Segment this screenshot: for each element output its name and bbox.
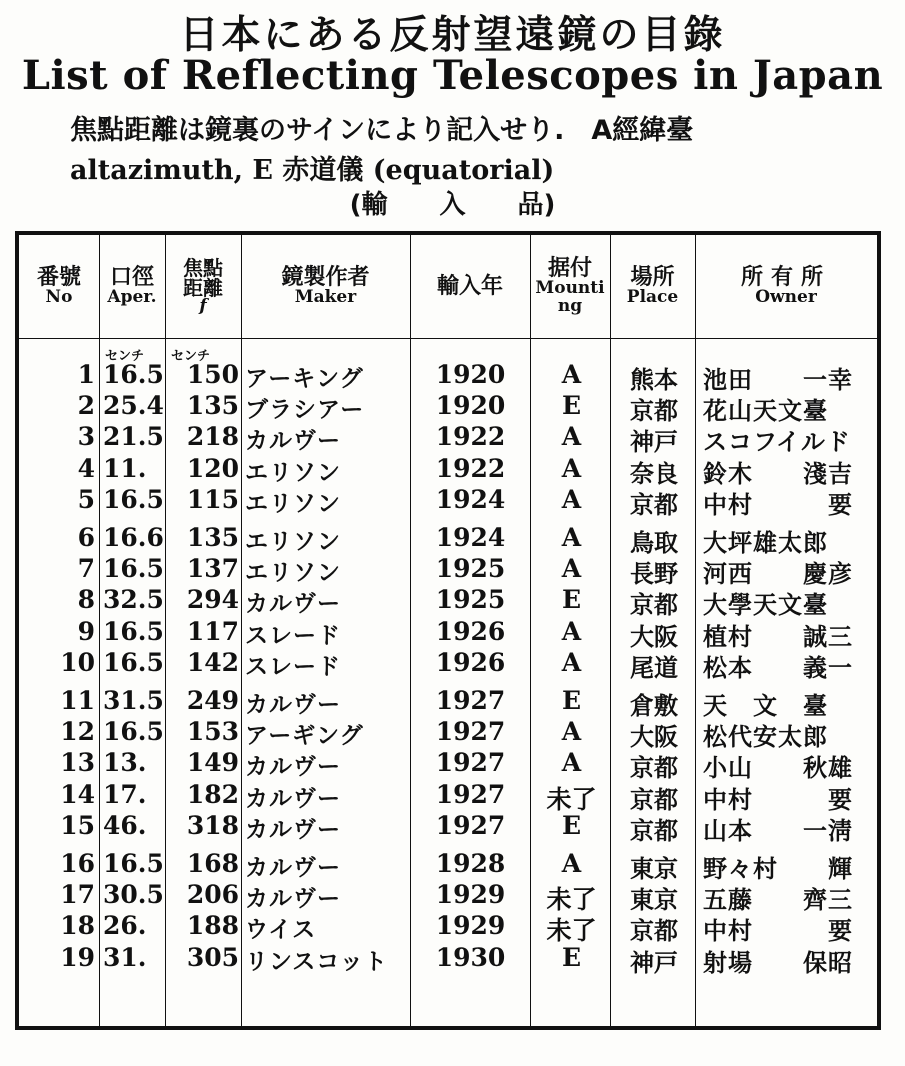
cell-no: 1 bbox=[77, 360, 95, 389]
cell-owner: 中村 要 bbox=[703, 490, 853, 519]
cell-aperture: 31.5 bbox=[103, 686, 164, 715]
cell-owner: スコフイルド bbox=[703, 428, 851, 457]
cell-year: 1929 bbox=[435, 911, 506, 941]
cell-owner: 天 文 臺 bbox=[703, 692, 828, 720]
cell-maker: ウイス bbox=[245, 917, 317, 944]
cell-maker: エリソン bbox=[245, 529, 341, 555]
cell-maker: エリソン bbox=[245, 459, 341, 486]
table-row bbox=[19, 360, 877, 394]
cell-focal-length: 294 bbox=[186, 585, 239, 615]
cell-place: 尾道 bbox=[630, 653, 678, 682]
cell-focal-length: 135 bbox=[186, 391, 239, 421]
cell-focal-length: 149 bbox=[186, 748, 239, 778]
cell-aperture: 26. bbox=[103, 911, 147, 941]
cell-owner: 射場 保昭 bbox=[703, 948, 853, 977]
cell-mounting: A bbox=[561, 453, 582, 483]
cell-maker: カルヴー bbox=[245, 591, 341, 618]
cell-place: 東京 bbox=[630, 886, 678, 915]
cell-place: 京都 bbox=[630, 917, 678, 946]
cell-place: 奈良 bbox=[630, 459, 678, 488]
cell-mounting: A bbox=[561, 849, 582, 878]
cell-owner: 小山 秋雄 bbox=[703, 754, 853, 783]
table-row bbox=[19, 686, 877, 720]
cell-maker: アーギング bbox=[245, 723, 364, 750]
table-row bbox=[19, 391, 877, 426]
cell-aperture: 17. bbox=[103, 779, 147, 809]
cell-place: 大阪 bbox=[630, 723, 678, 752]
header-no-en: No bbox=[45, 287, 73, 308]
cell-maker: カルヴー bbox=[245, 785, 341, 812]
cell-place: 長野 bbox=[630, 560, 678, 589]
cell-no: 6 bbox=[77, 523, 95, 552]
cell-maker: エリソン bbox=[245, 560, 341, 587]
cell-owner: 池田 一幸 bbox=[703, 366, 853, 394]
cell-owner: 中村 要 bbox=[703, 785, 853, 814]
cell-focal-length: 249 bbox=[186, 686, 239, 715]
cell-place: 京都 bbox=[630, 397, 678, 426]
cell-year: 1920 bbox=[435, 391, 506, 421]
cell-owner: 松本 義一 bbox=[703, 653, 853, 682]
cell-place: 神戸 bbox=[630, 428, 678, 457]
cell-aperture: 30.5 bbox=[103, 880, 164, 910]
cell-year: 1924 bbox=[435, 484, 506, 514]
cell-year: 1928 bbox=[435, 849, 506, 878]
cell-year: 1925 bbox=[435, 585, 506, 615]
cell-maker: ブラシアー bbox=[245, 397, 365, 424]
cell-year: 1927 bbox=[435, 748, 506, 778]
cell-no: 5 bbox=[77, 484, 95, 514]
cell-no: 3 bbox=[77, 422, 95, 452]
cell-focal-length: 168 bbox=[186, 849, 239, 878]
cell-aperture: 32.5 bbox=[103, 585, 164, 615]
table-row bbox=[19, 810, 877, 845]
cell-place: 東京 bbox=[630, 855, 678, 883]
table-row bbox=[19, 585, 877, 620]
cell-aperture: 16.6 bbox=[103, 523, 164, 552]
cell-year: 1922 bbox=[435, 453, 506, 483]
table-row bbox=[19, 616, 877, 651]
header-maker-en: Maker bbox=[294, 287, 357, 308]
header-maker-jp: 鏡製作者 bbox=[281, 265, 370, 291]
cell-year: 1926 bbox=[435, 647, 506, 677]
header-mounting-en: Mounting bbox=[535, 278, 605, 317]
table-row bbox=[19, 942, 877, 977]
cell-focal-length: 305 bbox=[186, 942, 239, 972]
cell-mounting: A bbox=[561, 616, 582, 646]
cell-mounting: A bbox=[561, 717, 582, 747]
cell-maker: カルヴー bbox=[245, 754, 341, 781]
cell-no: 13 bbox=[60, 748, 95, 778]
subtitle-imported: (輸 入 品) bbox=[349, 190, 556, 220]
cell-maker: エリソン bbox=[245, 490, 341, 517]
cell-focal-length: 117 bbox=[186, 616, 239, 646]
cell-aperture: 16.5 bbox=[103, 849, 164, 878]
cell-aperture: 16.5 bbox=[103, 484, 164, 514]
cell-place: 京都 bbox=[630, 754, 678, 783]
cell-focal-length: 206 bbox=[186, 880, 239, 910]
cell-year: 1927 bbox=[435, 779, 506, 809]
cell-place: 鳥取 bbox=[630, 529, 678, 557]
cell-place: 京都 bbox=[630, 785, 678, 814]
header-place bbox=[610, 235, 695, 338]
header-focal-jp: 焦點距離 bbox=[183, 255, 223, 300]
header-focal-en: f bbox=[199, 295, 207, 316]
cell-owner: 植村 誠三 bbox=[703, 622, 853, 651]
cell-aperture: 16.5 bbox=[103, 360, 164, 389]
cell-no: 10 bbox=[60, 647, 95, 677]
cell-no: 18 bbox=[60, 911, 95, 941]
cell-focal-length: 120 bbox=[186, 453, 239, 483]
table-row bbox=[19, 779, 877, 814]
cell-place: 京都 bbox=[630, 816, 678, 845]
cell-focal-length: 318 bbox=[186, 810, 239, 840]
cell-owner: 河西 慶彦 bbox=[703, 560, 853, 589]
header-aperture-en: Aper. bbox=[107, 287, 157, 308]
cell-maker: カルヴー bbox=[245, 886, 341, 913]
table-row bbox=[19, 647, 877, 682]
cell-maker: カルヴー bbox=[245, 428, 341, 455]
cell-no: 7 bbox=[77, 554, 95, 584]
cell-mounting: A bbox=[561, 554, 582, 584]
unit-aperture: センチ bbox=[105, 349, 145, 364]
cell-focal-length: 150 bbox=[186, 360, 239, 389]
header-place-jp: 場所 bbox=[630, 265, 675, 291]
cell-aperture: 11. bbox=[103, 453, 147, 483]
cell-aperture: 16.5 bbox=[103, 647, 164, 677]
cell-aperture: 13. bbox=[103, 748, 147, 778]
cell-mounting: 未了 bbox=[546, 784, 597, 814]
cell-mounting: A bbox=[561, 422, 582, 452]
cell-owner: 五藤 齊三 bbox=[703, 886, 853, 915]
title-english: List of Reflecting Telescopes in Japan bbox=[21, 52, 884, 99]
cell-focal-length: 137 bbox=[186, 554, 239, 584]
cell-place: 熊本 bbox=[630, 366, 678, 394]
cell-no: 11 bbox=[60, 686, 95, 715]
cell-no: 9 bbox=[77, 616, 95, 646]
cell-mounting: A bbox=[561, 360, 582, 389]
title-japanese: 日本にある反射望遠鏡の目錄 bbox=[179, 13, 726, 58]
cell-maker: リンスコット bbox=[245, 948, 388, 975]
table-row bbox=[19, 911, 877, 946]
cell-aperture: 16.5 bbox=[103, 616, 164, 646]
cell-year: 1927 bbox=[435, 717, 506, 747]
header-owner bbox=[695, 235, 877, 338]
cell-place: 神戸 bbox=[630, 948, 678, 977]
cell-focal-length: 115 bbox=[186, 484, 239, 514]
cell-maker: カルヴー bbox=[245, 855, 341, 881]
table-row bbox=[19, 849, 877, 883]
cell-mounting: A bbox=[561, 647, 582, 677]
cell-mounting: E bbox=[561, 686, 582, 715]
header-maker bbox=[241, 235, 410, 338]
cell-mounting: E bbox=[561, 942, 582, 972]
header-aperture-jp: 口徑 bbox=[109, 265, 154, 291]
note-line-1: 焦點距離は鏡裏のサインにより記入せり. A經緯臺 bbox=[70, 115, 694, 146]
cell-no: 17 bbox=[60, 880, 95, 910]
cell-maker: カルヴー bbox=[245, 816, 341, 843]
cell-no: 8 bbox=[77, 585, 95, 615]
cell-mounting: 未了 bbox=[546, 885, 597, 915]
header-focal bbox=[165, 235, 241, 338]
cell-aperture: 16.5 bbox=[103, 554, 164, 584]
table-row bbox=[19, 422, 877, 457]
cell-mounting: E bbox=[561, 391, 582, 421]
table-row bbox=[19, 484, 877, 519]
cell-no: 15 bbox=[60, 810, 95, 840]
cell-year: 1922 bbox=[435, 422, 506, 452]
cell-maker: アーキング bbox=[245, 366, 364, 392]
cell-no: 19 bbox=[60, 942, 95, 972]
cell-owner: 中村 要 bbox=[703, 917, 853, 946]
cell-place: 倉敷 bbox=[630, 692, 678, 720]
table-row bbox=[19, 554, 877, 589]
table-row bbox=[19, 880, 877, 915]
header-owner-en: Owner bbox=[755, 287, 817, 308]
cell-focal-length: 135 bbox=[186, 523, 239, 552]
cell-place: 京都 bbox=[630, 490, 678, 519]
cell-no: 2 bbox=[77, 391, 95, 421]
header-aperture bbox=[99, 235, 165, 338]
cell-owner: 大學天文臺 bbox=[703, 591, 828, 620]
cell-maker: スレード bbox=[245, 653, 341, 680]
table-row bbox=[19, 717, 877, 752]
cell-mounting: A bbox=[561, 748, 582, 778]
cell-mounting: A bbox=[561, 484, 582, 514]
cell-aperture: 46. bbox=[103, 810, 147, 840]
header-mounting-jp: 据付 bbox=[547, 256, 592, 282]
cell-no: 14 bbox=[60, 779, 95, 809]
cell-owner: 大坪雄太郎 bbox=[703, 529, 828, 557]
cell-mounting: E bbox=[561, 585, 582, 615]
cell-maker: スレード bbox=[245, 622, 341, 649]
cell-owner: 松代安太郎 bbox=[703, 723, 828, 752]
header-mounting bbox=[530, 235, 610, 338]
cell-year: 1929 bbox=[435, 880, 506, 910]
cell-mounting: 未了 bbox=[546, 916, 597, 946]
header-no bbox=[19, 235, 99, 338]
cell-owner: 野々村 輝 bbox=[703, 855, 853, 883]
cell-aperture: 16.5 bbox=[103, 717, 164, 747]
cell-maker: カルヴー bbox=[245, 692, 341, 718]
cell-mounting: A bbox=[561, 523, 582, 552]
header-no-jp: 番號 bbox=[36, 265, 81, 291]
header-divider bbox=[19, 338, 877, 339]
table-row bbox=[19, 453, 877, 488]
cell-mounting: E bbox=[561, 810, 582, 840]
cell-focal-length: 153 bbox=[186, 717, 239, 747]
header-year-jp: 輸入年 bbox=[436, 273, 503, 299]
cell-owner: 鈴木 淺吉 bbox=[703, 459, 853, 488]
cell-year: 1924 bbox=[435, 523, 506, 552]
cell-place: 大阪 bbox=[630, 622, 678, 651]
telescope-table bbox=[15, 231, 881, 1030]
cell-focal-length: 218 bbox=[186, 422, 239, 452]
note-line-2: altazimuth, E 赤道儀 (equatorial) bbox=[70, 155, 555, 186]
cell-year: 1925 bbox=[435, 554, 506, 584]
cell-no: 4 bbox=[77, 453, 95, 483]
cell-aperture: 25.4 bbox=[103, 391, 164, 421]
cell-no: 12 bbox=[60, 717, 95, 747]
header-owner-jp: 所有所 bbox=[740, 265, 831, 291]
cell-aperture: 31. bbox=[103, 942, 147, 972]
cell-aperture: 21.5 bbox=[103, 422, 164, 452]
table-row bbox=[19, 748, 877, 783]
header-place-en: Place bbox=[626, 287, 679, 308]
header-year bbox=[410, 235, 530, 338]
cell-focal-length: 188 bbox=[186, 911, 239, 941]
cell-focal-length: 142 bbox=[186, 647, 239, 677]
cell-focal-length: 182 bbox=[186, 779, 239, 809]
cell-year: 1930 bbox=[435, 942, 506, 972]
cell-owner: 花山天文臺 bbox=[703, 397, 828, 426]
cell-owner: 山本 一淸 bbox=[703, 816, 853, 845]
cell-place: 京都 bbox=[630, 591, 678, 620]
table-row bbox=[19, 523, 877, 557]
cell-year: 1927 bbox=[435, 686, 506, 715]
cell-year: 1927 bbox=[435, 810, 506, 840]
cell-year: 1926 bbox=[435, 616, 506, 646]
cell-year: 1920 bbox=[435, 360, 506, 389]
unit-focal: センチ bbox=[171, 349, 211, 364]
cell-no: 16 bbox=[60, 849, 95, 878]
